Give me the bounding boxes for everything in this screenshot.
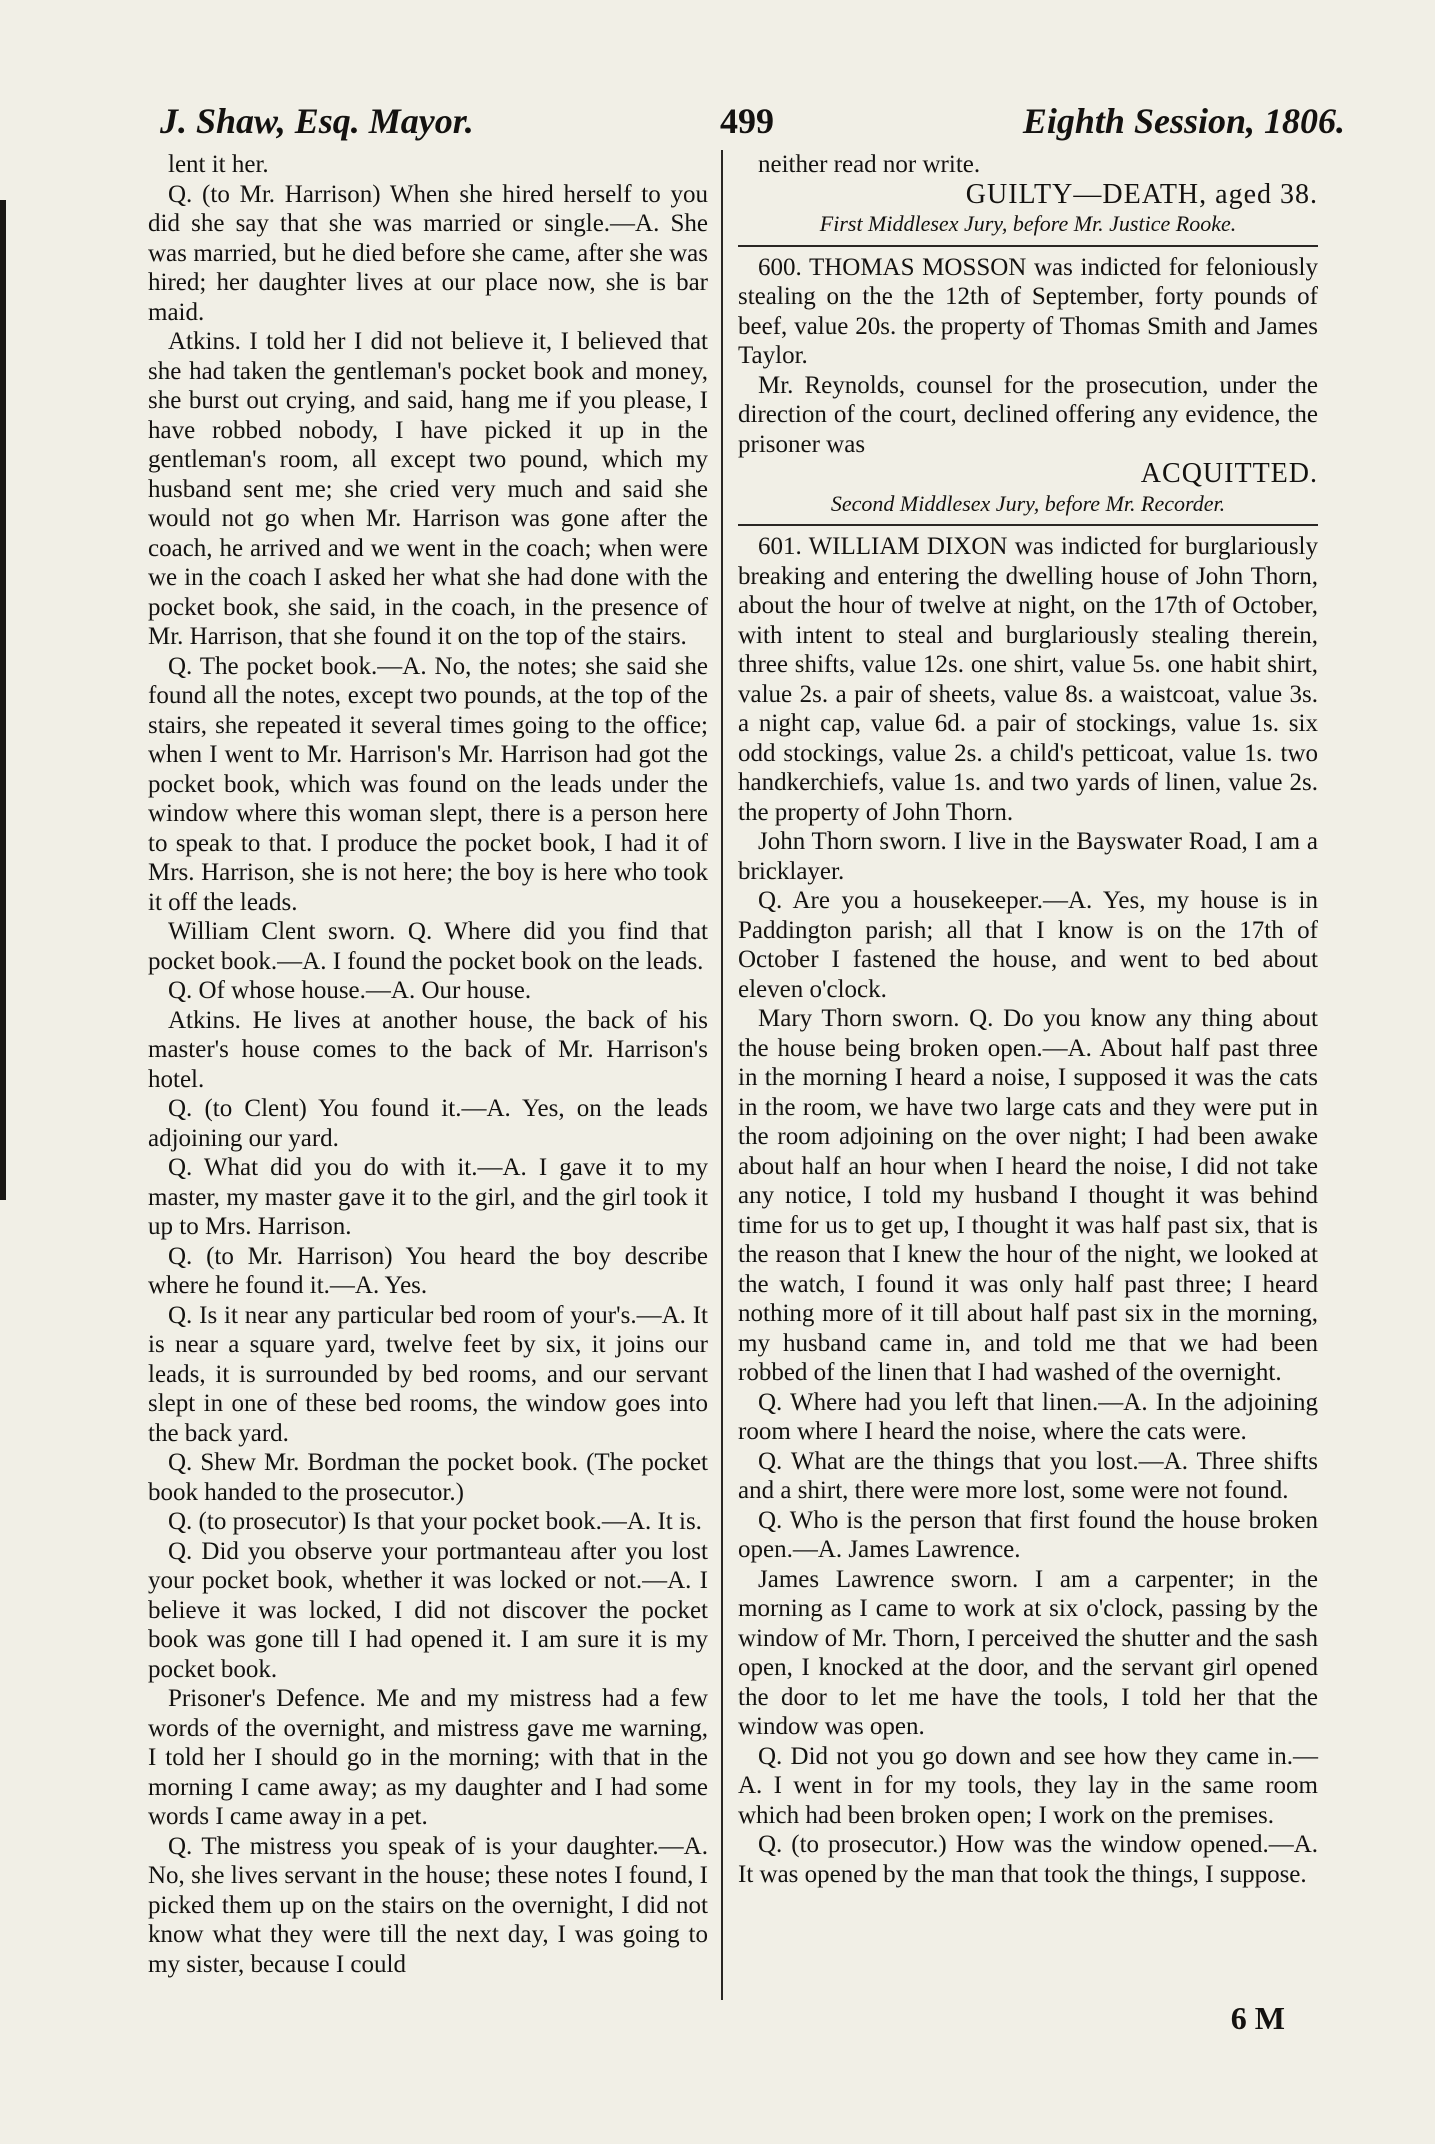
paragraph: Q. The mistress you speak of is your daughter.—A. No, she lives servant in the house; these notes I found, I picked them up on the stairs on the overnight, I did not know what they were till the next day, I was going to my sister, because I could bbox=[148, 1832, 708, 1978]
case-paragraph: 600. THOMAS MOSSON was indicted for feloniously stealing on the the 12th of September, forty pounds of beef, value 20s. the property of Thomas Smith and James Taylor. bbox=[738, 253, 1318, 369]
case-paragraph: 601. WILLIAM DIXON was indicted for burglariously breaking and entering the dwelling house of John Thorn, about the hour of twelve at night, on the 17th of October, with intent to steal and burglariously stealing therein, three shifts, value 12s. one shirt, value 5s. one habit shirt, value 2s. a pair of sheets, value 8s. a waistcoat, value 3s. a night cap, value 6d. a pair of stockings, value 1s. six odd stockings, value 2s. a child's petticoat, value 1s. two handkerchiefs, value 1s. and two yards of linen, value 2s. the property of John Thorn. bbox=[738, 533, 1318, 826]
paragraph: neither read nor write. bbox=[758, 151, 981, 178]
paragraph: Atkins. I told her I did not believe it, I believed that she had taken the gentleman's pocket book and money, she burst out crying, and said, hang me if you please, I have robbed nobody, I have picked it up in the gentleman's room, all except two pound, which my husband sent me; she cried very much and said she would not go when Mr. Harrison was gone after the coach, he arrived and we went in the coach; when were we in the coach I asked her what she had done with the pocket book, she said, in the coach, in the presence of Mr. Harrison, that she found it on the top of the stairs. bbox=[148, 328, 708, 650]
paragraph: Q. (to prosecutor.) How was the window opened.—A. It was opened by the man that took the things, I suppose. bbox=[738, 1831, 1318, 1888]
left-column bbox=[148, 150, 708, 1979]
paragraph: Q. The pocket book.—A. No, the notes; she said she found all the notes, except two pounds, at the top of the stairs, she repeated it several times going to the office; when I went to Mr. Harrison's Mr. Harrison had got the pocket book, which was found on the leads under the window where this woman slept, there is a person here to speak to that. I produce the pocket book, I had it of Mrs. Harrison, she is not here; the boy is here who took it off the leads. bbox=[148, 652, 708, 916]
paragraph: Q. Who is the person that first found the house broken open.—A. James Lawrence. bbox=[738, 1506, 1318, 1563]
running-head-left: J. Shaw, Esq. Mayor. bbox=[160, 101, 474, 141]
paragraph: Mr. Reynolds, counsel for the prosecution, under the direction of the court, declined offering any evidence, the prisoner was bbox=[738, 371, 1318, 458]
paragraph: Q. Shew Mr. Bordman the pocket book. (The pocket book handed to the prosecutor.) bbox=[148, 1449, 708, 1506]
verdict: GUILTY—DEATH, aged 38. bbox=[965, 178, 1318, 210]
paragraph: Q. (to Mr. Harrison) You heard the boy describe where he found it.—A. Yes. bbox=[148, 1242, 708, 1299]
paragraph: Q. (to prosecutor) Is that your pocket book.—A. It is. bbox=[168, 1508, 702, 1535]
right-column bbox=[738, 150, 1318, 1889]
page-header bbox=[160, 100, 1345, 148]
paragraph: Q. (to Clent) You found it.—A. Yes, on the leads adjoining our yard. bbox=[148, 1095, 708, 1152]
paragraph: James Lawrence sworn. I am a carpenter; in the morning as I came to work at six o'clock, passing by the window of Mr. Thorn, I perceived the shutter and the sash open, I knocked at the door, and the servant girl opened the door to let me have the tools, I told her that the window was open. bbox=[738, 1565, 1318, 1740]
paragraph: Q. (to Mr. Harrison) When she hired herself to you did she say that she was married or single.—A. She was married, but he died before she came, after she was hired; her daughter lives at our place now, she is bar maid. bbox=[148, 180, 708, 326]
paragraph: Q. What did you do with it.—A. I gave it to my master, my master gave it to the girl, and the girl took it up to Mrs. Harrison. bbox=[148, 1154, 708, 1240]
jury-line: First Middlesex Jury, before Mr. Justice Rooke. bbox=[819, 211, 1237, 236]
paragraph: Atkins. He lives at another house, the back of his master's house comes to the back of Mr. Harrison's hotel. bbox=[148, 1006, 708, 1093]
paragraph: Q. Did not you go down and see how they came in.—A. I went in for my tools, they lay in the same room which had been broken open; I work on the premises. bbox=[738, 1742, 1318, 1829]
jury-line: Second Middlesex Jury, before Mr. Recorder. bbox=[830, 490, 1226, 516]
scan-edge-shadow bbox=[0, 200, 6, 1200]
paragraph: lent it her. bbox=[168, 151, 269, 178]
paragraph: Q. Of whose house.—A. Our house. bbox=[168, 977, 532, 1004]
running-head-right: Eighth Session, 1806. bbox=[1022, 101, 1345, 141]
verdict: ACQUITTED. bbox=[1140, 458, 1318, 489]
paragraph: Q. Are you a housekeeper.—A. Yes, my house is in Paddington parish; all that I know is on the 17th of October I fastened the house, and went to bed about eleven o'clock. bbox=[738, 887, 1318, 1003]
column-divider bbox=[721, 150, 723, 2000]
section-rule bbox=[738, 524, 1318, 526]
paragraph: Q. Where had you left that linen.—A. In the adjoining room where I heard the noise, where the cats were. bbox=[738, 1388, 1318, 1445]
paragraph: Mary Thorn sworn. Q. Do you know any thing about the house being broken open.—A. About half past three in the morning I heard a noise, I supposed it was the cats in the room, we have two large cats and they were put in the room adjoining on the over night; I had been awake about half an hour when I heard the noise, I did not take any notice, I told my husband I thought it was behind time for us to get up, I thought it was half past six, that is the reason that I knew the hour of the night, we looked at the watch, I found it was only half past three; I heard nothing more of it till about half past six in the morning, my husband came in, and told me that we had been robbed of the linen that I had washed of the overnight. bbox=[738, 1005, 1318, 1386]
paragraph: Q. Is it near any particular bed room of your's.—A. It is near a square yard, twelve feet by six, it joins our leads, it is surrounded by bed rooms, and our servant slept in one of these bed rooms, the window goes into the back yard. bbox=[148, 1301, 708, 1447]
paragraph: Q. Did you observe your portmanteau after you lost your pocket book, whether it was locked or not.—A. I believe it was locked, I did not discover the pocket book was gone till I had opened it. I am sure it is my pocket book. bbox=[148, 1537, 708, 1683]
paragraph: Prisoner's Defence. Me and my mistress had a few words of the overnight, and mistress gave me warning, I told her I should go in the morning; with that in the morning I came away; as my daughter and I had some words I came away in a pet. bbox=[148, 1685, 708, 1830]
section-rule bbox=[738, 245, 1318, 247]
paragraph: John Thorn sworn. I live in the Bayswater Road, I am a bricklayer. bbox=[738, 828, 1318, 885]
paragraph: William Clent sworn. Q. Where did you find that pocket book.—A. I found the pocket book on the leads. bbox=[148, 918, 708, 975]
page-number: 499 bbox=[720, 101, 774, 141]
paragraph: Q. What are the things that you lost.—A. Three shifts and a shirt, there were more lost, some were not found. bbox=[738, 1447, 1318, 1504]
signature-mark: 6 M bbox=[1230, 2000, 1285, 2036]
